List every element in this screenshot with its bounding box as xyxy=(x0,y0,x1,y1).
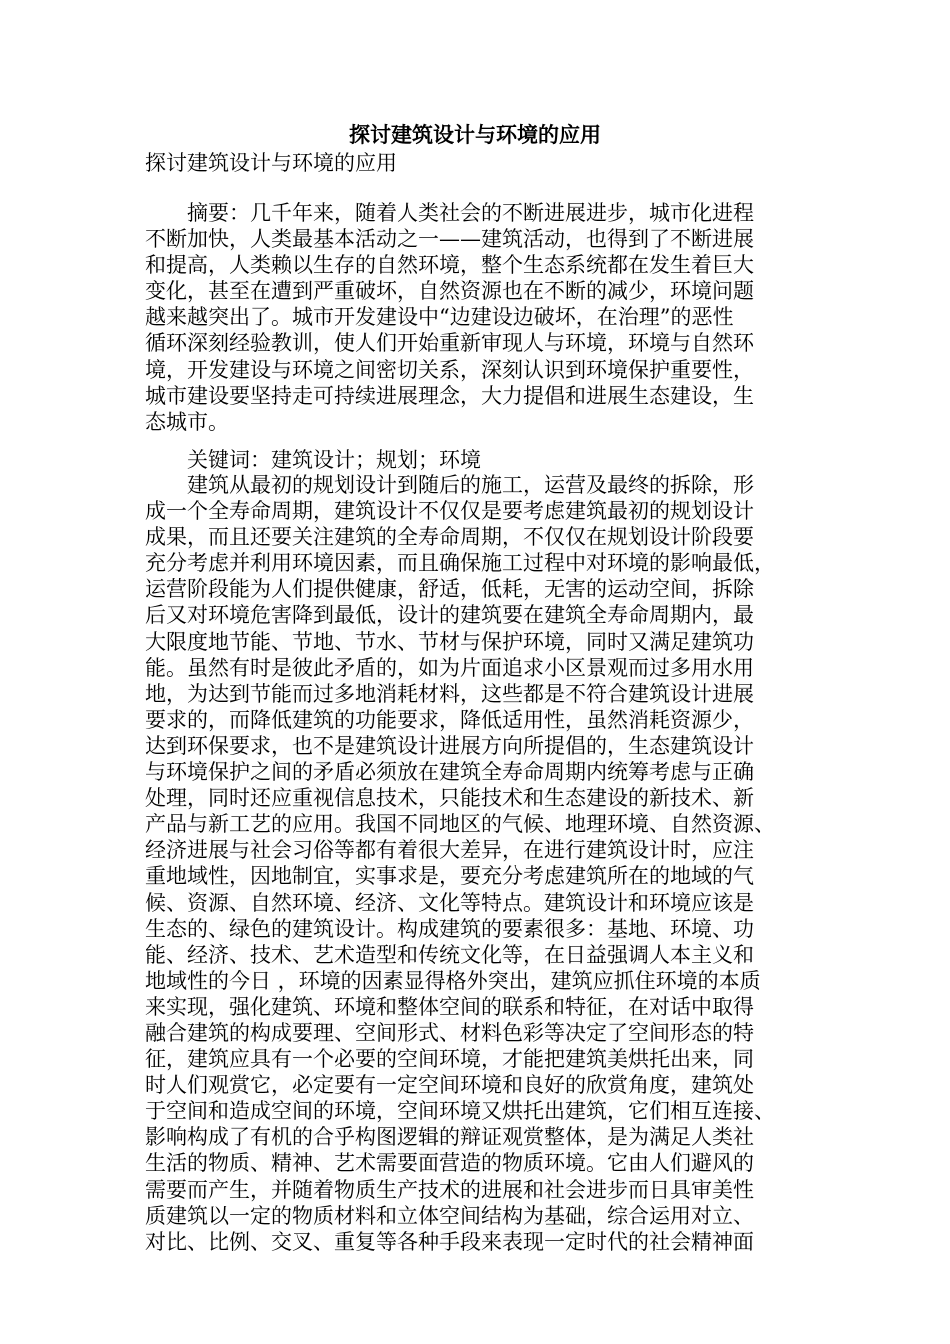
body-line: 于空间和造成空间的环境，空间环境又烘托出建筑，它们相互连接、 xyxy=(145,1099,775,1124)
body-line: 候、资源、自然环境、经济、文化等特点。建筑设计和环境应该是 xyxy=(145,890,754,915)
body-line: 运营阶段能为人们提供健康，舒适，低耗，无害的运动空间，拆除 xyxy=(145,577,754,602)
abstract-line: 城市建设要坚持走可持续进展理念，大力提倡和进展生态建设，生 xyxy=(145,383,754,408)
body-line: 经济进展与社会习俗等都有着很大差异，在进行建筑设计时，应注 xyxy=(145,838,754,863)
body-line: 地，为达到节能而过多地消耗材料，这些都是不符合建筑设计进展 xyxy=(145,681,754,706)
body-paragraph xyxy=(145,472,815,1255)
body-line: 地域性的今日 ，环境的因素显得格外突出，建筑应抓住环境的本质 xyxy=(145,968,761,993)
body-line: 征，建筑应具有一个必要的空间环境，才能把建筑美烘托出来，同 xyxy=(145,1047,754,1072)
abstract-line: 不断加快，人类最基本活动之一——建筑活动，也得到了不断进展 xyxy=(145,227,754,252)
body-line: 大限度地节能、节地、节水、节材与保护环境，同时又满足建筑功 xyxy=(145,629,754,654)
body-line: 对比、比例、交叉、重复等各种手段来表现一定时代的社会精神面 xyxy=(145,1229,754,1254)
document-title: 探讨建筑设计与环境的应用 xyxy=(349,122,601,147)
body-line: 充分考虑并利用环境因素，而且确保施工过程中对环境的影响最低， xyxy=(145,551,775,576)
body-line: 产品与新工艺的应用。我国不同地区的气候、地理环境、自然资源、 xyxy=(145,812,775,837)
abstract-line: 摘要：几千年来，随着人类社会的不断进展进步，城市化进程 xyxy=(145,201,754,225)
body-line: 质建筑以一定的物质材料和立体空间结构为基础，综合运用对立、 xyxy=(145,1203,754,1228)
body-line: 生态的、绿色的建筑设计。构成建筑的要素很多：基地、环境、功 xyxy=(145,916,754,941)
body-line: 处理，同时还应重视信息技术，只能技术和生态建设的新技术、新 xyxy=(145,786,754,811)
abstract-paragraph xyxy=(145,200,815,435)
body-line: 与环境保护之间的矛盾必须放在建筑全寿命周期内统筹考虑与正确 xyxy=(145,760,754,785)
keywords-line xyxy=(145,447,815,473)
body-line: 来实现，强化建筑、环境和整体空间的联系和特征，在对话中取得 xyxy=(145,994,754,1019)
body-line: 影响构成了有机的合乎构图逻辑的辩证观赏整体，是为满足人类社 xyxy=(145,1125,754,1150)
body-line: 融合建筑的构成要理、空间形式、材料色彩等决定了空间形态的特 xyxy=(145,1020,754,1045)
body-line: 成果，而且还要关注建筑的全寿命周期，不仅仅在规划设计阶段要 xyxy=(145,525,754,550)
body-line: 生活的物质、精神、艺术需要面营造的物质环境。它由人们避风的 xyxy=(145,1151,754,1176)
body-line: 后又对环境危害降到最低，设计的建筑要在建筑全寿命周期内，最 xyxy=(145,603,754,628)
abstract-line: 境，开发建设与环境之间密切关系，深刻认识到环境保护重要性， xyxy=(145,357,754,382)
body-line: 能、经济、技术、艺术造型和传统文化等，在日益强调人本主义和 xyxy=(145,942,754,967)
body-line: 时人们观赏它，必定要有一定空间环境和良好的欣赏角度，建筑处 xyxy=(145,1073,754,1098)
body-line: 重地域性，因地制宜，实事求是，要充分考虑建筑所在的地域的气 xyxy=(145,864,754,889)
abstract-line: 循环深刻经验教训，使人们开始重新审现人与环境，环境与自然环 xyxy=(145,331,754,356)
abstract-line: 态城市。 xyxy=(145,409,229,434)
body-line: 建筑从最初的规划设计到随后的施工，运营及最终的拆除，形 xyxy=(145,473,754,497)
abstract-line: 变化，甚至在遭到严重破坏，自然资源也在不断的减少，环境问题 xyxy=(145,279,754,304)
document-subtitle: 探讨建筑设计与环境的应用 xyxy=(145,151,397,175)
abstract-line: 和提高，人类赖以生存的自然环境，整个生态系统都在发生着巨大 xyxy=(145,253,754,278)
body-line: 能。虽然有时是彼此矛盾的，如为片面追求小区景观而过多用水用 xyxy=(145,655,754,680)
keywords-text: 关键词：建筑设计；规划；环境 xyxy=(145,448,481,472)
body-line: 成一个全寿命周期，建筑设计不仅仅是要考虑建筑最初的规划设计 xyxy=(145,499,754,524)
body-line: 需要而产生，并随着物质生产技术的进展和社会进步而日具审美性 xyxy=(145,1177,754,1202)
body-line: 要求的，而降低建筑的功能要求，降低适用性，虽然消耗资源少， xyxy=(145,707,754,732)
body-line: 达到环保要求，也不是建筑设计进展方向所提倡的，生态建筑设计 xyxy=(145,733,754,758)
abstract-line: 越来越突出了。城市开发建设中“边建设边破坏，在治理”的恶性 xyxy=(145,305,734,330)
